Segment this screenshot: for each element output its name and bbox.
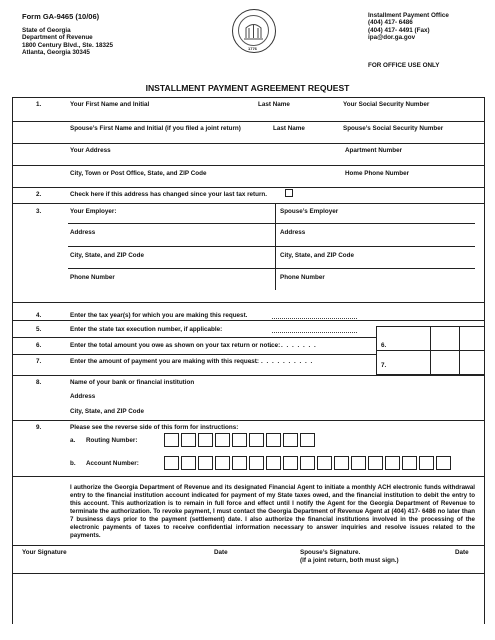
section-number: 6. — [36, 342, 42, 349]
address-changed-label: Check here if this address has changed since your last tax return. — [70, 191, 268, 198]
apartment-label: Apartment Number — [345, 147, 403, 154]
your-signature-label: Your Signature — [22, 549, 67, 556]
account-digit-box[interactable] — [419, 456, 434, 470]
account-digit-box[interactable] — [283, 456, 298, 470]
row-rule — [12, 375, 485, 376]
spouse-first-name-label: Spouse’s First Name and Initial (if you filed a joint return) — [70, 125, 241, 132]
account-digit-box[interactable] — [215, 456, 230, 470]
account-digit-box[interactable] — [402, 456, 417, 470]
account-digit-box[interactable] — [249, 456, 264, 470]
office-line: (404) 417- 4491 (Fax) — [368, 26, 430, 34]
row-rule — [12, 302, 485, 303]
payment-amount-dots: . . . . . . . . . . . . — [250, 358, 314, 365]
spouse-ssn-label: Spouse’s Social Security Number — [343, 125, 444, 132]
account-digit-box[interactable] — [436, 456, 451, 470]
account-digit-box[interactable] — [266, 456, 281, 470]
section-number: 1. — [36, 101, 42, 108]
employer-label: Your Employer: — [70, 208, 117, 215]
row-rule — [12, 187, 485, 188]
section-number: 8. — [36, 379, 42, 386]
row-rule — [12, 97, 485, 98]
address-changed-checkbox[interactable] — [285, 189, 293, 197]
row-rule — [68, 246, 475, 247]
row-rule — [12, 573, 485, 574]
instructions-label: Please see the reverse side of this form for instructions: — [70, 424, 239, 431]
agency-line: Department of Revenue — [22, 34, 93, 42]
section-number: 4. — [36, 312, 42, 319]
bank-city-label: City, State, and ZIP Code — [70, 408, 144, 415]
routing-digit-box[interactable] — [198, 433, 213, 447]
home-phone-label: Home Phone Number — [345, 170, 410, 177]
form-title: INSTALLMENT PAYMENT AGREEMENT REQUEST — [145, 83, 350, 93]
spouse-last-name-label: Last Name — [273, 125, 305, 132]
first-name-label: Your First Name and Initial — [70, 101, 150, 108]
tax-year-input-line[interactable] — [272, 318, 357, 319]
execution-number-label: Enter the state tax execution number, if applicable: — [70, 326, 223, 333]
tax-year-label: Enter the tax year(s) for which you are making this request. — [70, 312, 248, 319]
office-email[interactable]: ipa@dor.ga.gov — [368, 34, 416, 42]
account-digit-box[interactable] — [351, 456, 366, 470]
account-digit-box[interactable] — [181, 456, 196, 470]
row-rule — [12, 320, 485, 321]
routing-digit-box[interactable] — [232, 433, 247, 447]
employer-address-label: Address — [70, 229, 96, 236]
employer-phone-label: Phone Number — [70, 274, 115, 281]
row-rule — [12, 143, 485, 144]
payment-amount-box-number: 7. — [381, 362, 387, 369]
row-rule — [12, 203, 485, 204]
row-rule — [12, 165, 485, 166]
row-rule — [12, 354, 376, 355]
section-number: 5. — [36, 326, 42, 333]
account-digit-box[interactable] — [368, 456, 383, 470]
form-number: Form GA-9465 (10/06) — [22, 12, 100, 21]
section-number: 7. — [36, 358, 42, 365]
office-use-only: FOR OFFICE USE ONLY — [368, 62, 440, 69]
spouse-signature-date-label: Date — [455, 549, 469, 556]
authorization-paragraph: I authorize the Georgia Department of Revenue and its designated Financial Agent to initiate a monthly ACH electronic funds withdrawal entry to the financial institution account indicated for payment of my State taxes owed, and the financial institution to debit the entry to this account. This authorization is to remain in full force and effect until I notify the Agent for the Georgia Department of Revenue to terminate the authorization. To revoke payment, I must contact the Georgia Department of Revenue Agent at (404) 417- 6486 no later than 7 business days prior to the payment (settlement) date. I also authorize the financial institutions involved in the processing of the electronic payments of taxes to receive confidential information necessary to answer inquiries and resolve issues related to the payments. — [70, 484, 475, 539]
seal-arch-icon — [239, 16, 268, 45]
address-label: Your Address — [70, 147, 111, 154]
execution-number-input-line[interactable] — [272, 332, 357, 333]
account-digit-box[interactable] — [334, 456, 349, 470]
routing-digit-box[interactable] — [266, 433, 281, 447]
city-label: City, Town or Post Office, State, and ZIP Code — [70, 170, 207, 177]
account-digit-box[interactable] — [164, 456, 179, 470]
section-number: 9. — [36, 424, 42, 431]
spouse-employer-label: Spouse’s Employer — [280, 208, 339, 215]
amount-owed-dots: . . . . . . . . . — [270, 342, 317, 349]
signature-date-label: Date — [214, 549, 228, 556]
row-rule — [12, 420, 485, 421]
account-digit-box[interactable] — [300, 456, 315, 470]
payment-amount-box[interactable] — [376, 350, 485, 375]
spouse-signature-note: (If a joint return, both must sign.) — [300, 557, 399, 564]
agency-line: State of Georgia — [22, 27, 71, 34]
row-rule — [68, 223, 475, 224]
section-number: 3. — [36, 208, 42, 215]
ssn-label: Your Social Security Number — [343, 101, 430, 108]
seal-inner-ring — [238, 15, 269, 46]
account-digit-box[interactable] — [198, 456, 213, 470]
row-rule — [68, 268, 475, 269]
row-rule — [12, 337, 376, 338]
row-rule — [12, 121, 485, 122]
routing-digit-box[interactable] — [249, 433, 264, 447]
payment-amount-label: Enter the amount of payment you are making with this request: — [70, 358, 259, 365]
office-line: (404) 417- 6486 — [368, 19, 413, 27]
routing-digit-box[interactable] — [164, 433, 179, 447]
agency-line: 1800 Century Blvd., Ste. 18325 — [22, 41, 114, 49]
routing-digit-box[interactable] — [283, 433, 298, 447]
bank-name-label: Name of your bank or financial institution — [70, 379, 195, 386]
account-digit-box[interactable] — [232, 456, 247, 470]
account-number-label: Account Number: — [86, 460, 139, 467]
routing-number-label: Routing Number: — [86, 437, 138, 444]
section-number: 2. — [36, 191, 42, 198]
routing-digit-box[interactable] — [300, 433, 315, 447]
routing-digit-box[interactable] — [181, 433, 196, 447]
amount-owed-label: Enter the total amount you owe as shown on your tax return or notice: — [70, 342, 281, 349]
agency-address — [22, 27, 113, 57]
georgia-state-seal — [232, 9, 276, 53]
spouse-signature-label: Spouse’s Signature. — [300, 549, 361, 556]
bank-address-label: Address — [70, 393, 96, 400]
account-digit-box[interactable] — [385, 456, 400, 470]
row-rule — [12, 476, 485, 477]
amount-owed-box-number: 6. — [381, 342, 387, 349]
row-rule — [12, 545, 485, 546]
office-line: Installment Payment Office — [368, 12, 449, 19]
last-name-label: Last Name — [258, 101, 290, 108]
agency-line: Atlanta, Georgia 30345 — [22, 49, 90, 57]
employer-city-label: City, State, and ZIP Code — [70, 252, 144, 259]
spouse-employer-city-label: City, State, and ZIP Code — [280, 252, 354, 259]
spouse-employer-phone-label: Phone Number — [280, 274, 325, 281]
office-contact — [368, 12, 449, 42]
account-letter: b. — [70, 460, 76, 467]
seal-year: 1776 — [248, 46, 257, 51]
spouse-employer-address-label: Address — [280, 229, 306, 236]
routing-letter: a. — [70, 437, 76, 444]
account-digit-box[interactable] — [317, 456, 332, 470]
routing-digit-box[interactable] — [215, 433, 230, 447]
